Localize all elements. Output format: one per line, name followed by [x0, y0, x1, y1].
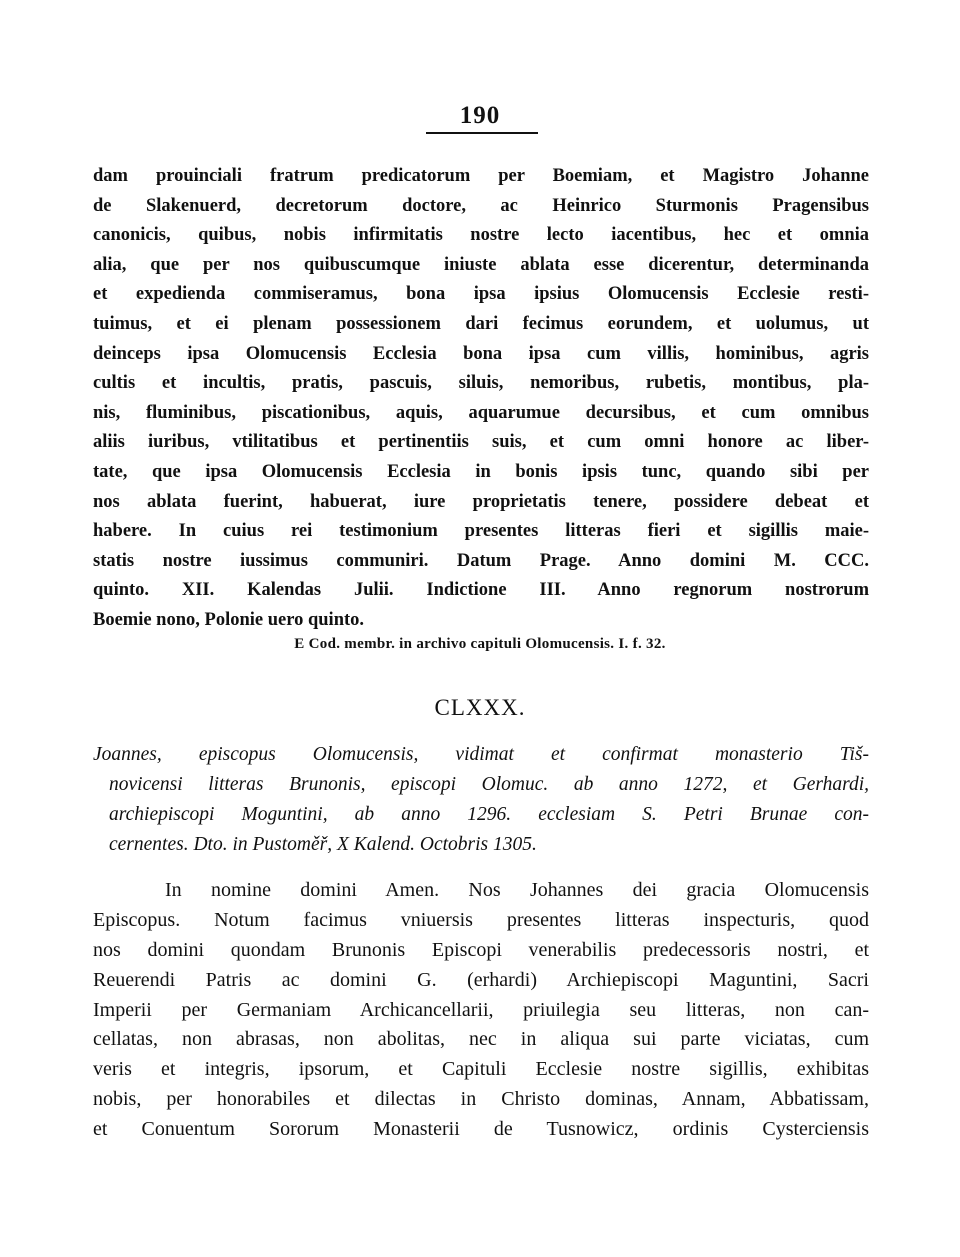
charter-line: In nomine domini Amen. Nos Johannes dei gracia Olomucensis [165, 879, 869, 901]
continuation-text [93, 162, 869, 636]
text-line: cultis et incultis, pratis, pascuis, siluis, nemoribus, rubetis, montibus, pla- [93, 373, 869, 394]
charter-line: Reuerendi Patris ac domini G. (erhardi) Archiepiscopi Maguntini, Sacri [93, 968, 869, 991]
text-line: tate, que ipsa Olomucensis Ecclesia in bonis ipsis tunc, quando sibi per [93, 461, 869, 482]
page-number: 190 [459, 102, 501, 129]
charter-line: cellatas, non abrasas, non abolitas, nec in aliqua sui parte viciatas, cum [93, 1028, 869, 1051]
text-line: nos ablata fuerint, habuerat, iure proprietatis tenere, possidere debeat et [93, 491, 869, 512]
summary-line: novicensi litteras Brunonis, episcopi Olomuc. ab anno 1272, et Gerhardi, [109, 774, 869, 795]
page-number-rule [426, 132, 538, 134]
text-line: deinceps ipsa Olomucensis Ecclesia bona ipsa cum villis, hominibus, agris [93, 343, 869, 364]
text-line: quinto. XII. Kalendas Julii. Indictione III. Anno regnorum nostrorum [93, 580, 869, 601]
charter-line: et Conuentum Sororum Monasterii de Tusnowicz, ordinis Cysterciensis [93, 1118, 869, 1141]
text-line: statis nostre iussimus communiri. Datum Prage. Anno domini M. CCC. [93, 550, 869, 571]
text-line: canonicis, quibus, nobis infirmitatis nostre lecto iacentibus, hec et omnia [93, 225, 869, 246]
text-line: et expedienda commiseramus, bona ipsa ipsius Olomucensis Ecclesie resti- [93, 284, 869, 305]
text-line: Boemie nono, Polonie uero quinto. [93, 609, 365, 630]
charter-line: Episcopus. Notum facimus vniuersis presentes litteras inspecturis, quod [93, 908, 869, 931]
document-number: CLXXX. [434, 695, 526, 720]
charter-line: veris et integris, ipsorum, et Capituli Ecclesie nostre sigillis, exhibitas [93, 1058, 869, 1081]
summary-line: Joannes, episcopus Olomucensis, vidimat et confirmat monasterio Tiš- [93, 744, 869, 765]
summary-line: archiepiscopi Moguntini, ab anno 1296. ecclesiam S. Petri Brunae con- [109, 804, 869, 825]
charter-text [93, 876, 869, 1145]
source-note: E Cod. membr. in archivo capituli Olomucensis. I. f. 32. [294, 636, 666, 652]
charter-line: nobis, per honorabiles et dilectas in Christo dominas, Annam, Abbatissam, [93, 1088, 869, 1111]
text-line: habere. In cuius rei testimonium presentes litteras fieri et sigillis maie- [93, 521, 869, 542]
document-summary [93, 740, 869, 860]
text-line: nis, fluminibus, piscationibus, aquis, aquarumue decursibus, et cum omnibus [93, 402, 869, 423]
text-line: aliis iuribus, vtilitatibus et pertinentiis suis, et cum omni honore ac liber- [93, 432, 869, 453]
text-line: alia, que per nos quibuscumque iniuste ablata esse dicerentur, determinanda [93, 254, 869, 275]
text-line: de Slakenuerd, decretorum doctore, ac Heinrico Sturmonis Pragensibus [93, 195, 869, 216]
charter-line: nos domini quondam Brunonis Episcopi venerabilis predecessoris nostri, et [93, 938, 869, 961]
text-line: tuimus, et ei plenam possessionem dari fecimus eorundem, et uolumus, ut [93, 313, 869, 334]
charter-line: Imperii per Germaniam Archicancellarii, priuilegia seu litteras, non can- [93, 998, 869, 1021]
text-line: dam prouinciali fratrum predicatorum per Boemiam, et Magistro Johanne [93, 166, 869, 186]
summary-line: cernentes. Dto. in Pustoměř, X Kalend. Octobris 1305. [109, 834, 537, 855]
